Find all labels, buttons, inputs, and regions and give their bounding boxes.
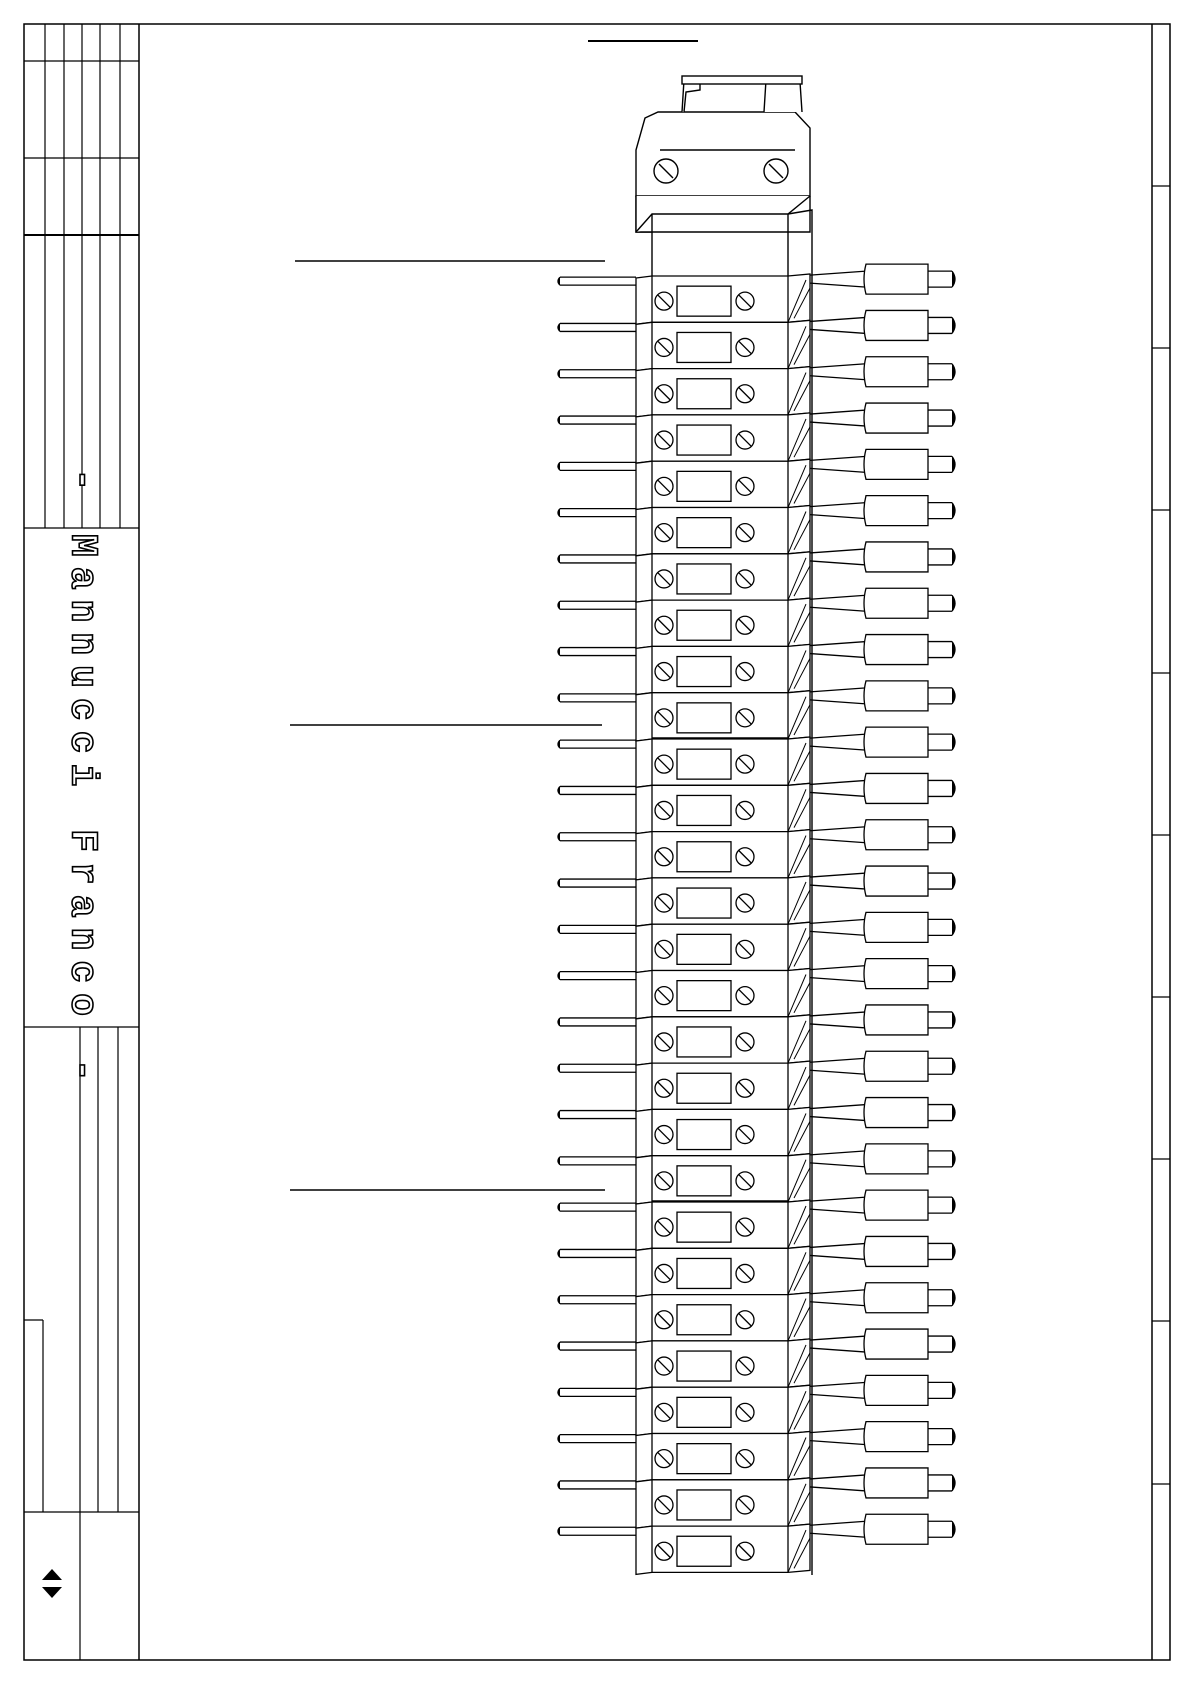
right-wire	[810, 271, 866, 287]
right-wire	[810, 1243, 866, 1259]
left-wire	[560, 555, 636, 563]
wire-ferrule	[864, 1051, 928, 1081]
left-wire	[560, 1249, 636, 1257]
right-wire	[810, 1475, 866, 1491]
right-wire	[810, 780, 866, 796]
right-wire	[810, 595, 866, 611]
right-wire	[810, 734, 866, 750]
left-wire	[560, 509, 636, 517]
wire-ferrule	[864, 357, 928, 387]
left-wire	[560, 1481, 636, 1489]
wire-ferrule	[864, 866, 928, 896]
terminal-label-window	[677, 1536, 731, 1566]
terminal-label-window	[677, 1212, 731, 1242]
left-wire	[560, 1111, 636, 1119]
wire-ferrule	[864, 681, 928, 711]
left-wire	[560, 740, 636, 748]
wire-ferrule	[864, 542, 928, 572]
terminal-rows	[558, 264, 955, 1574]
left-wire	[560, 1435, 636, 1443]
wire-ferrule	[864, 1098, 928, 1128]
wire-ferrule	[864, 1236, 928, 1266]
left-wire	[560, 1527, 636, 1535]
wire-ferrule	[864, 1144, 928, 1174]
right-wire	[810, 1151, 866, 1167]
terminal-label-window	[677, 657, 731, 687]
terminal-label-window	[677, 1073, 731, 1103]
right-wire	[810, 364, 866, 380]
wire-ferrule	[864, 1005, 928, 1035]
right-wire	[810, 688, 866, 704]
up-down-arrows-icon	[42, 1569, 62, 1598]
right-wire	[810, 317, 866, 333]
terminal-label-window	[677, 610, 731, 640]
terminal-label-window	[677, 749, 731, 779]
wire-ferrule	[864, 310, 928, 340]
terminal-label-window	[677, 379, 731, 409]
left-wire	[560, 370, 636, 378]
left-wire	[560, 694, 636, 702]
wire-ferrule	[864, 727, 928, 757]
right-wire	[810, 1336, 866, 1352]
wire-ferrule	[864, 1190, 928, 1220]
wire-ferrule	[864, 1422, 928, 1452]
terminal-label-window	[677, 842, 731, 872]
left-wire	[560, 1203, 636, 1211]
wire-ferrule	[864, 820, 928, 850]
terminal-label-window	[677, 1351, 731, 1381]
right-wire	[810, 919, 866, 935]
right-wire	[810, 1521, 866, 1537]
wire-ferrule	[864, 635, 928, 665]
right-wire	[810, 873, 866, 889]
right-wire	[810, 1197, 866, 1213]
terminal-label-window	[677, 934, 731, 964]
reference-leaders	[290, 261, 605, 1190]
wire-ferrule	[864, 959, 928, 989]
terminal-label-window	[677, 1166, 731, 1196]
terminal-label-window	[677, 332, 731, 362]
left-wire	[560, 925, 636, 933]
author-box	[26, 468, 138, 1092]
wire-ferrule	[864, 588, 928, 618]
terminal-label-window	[677, 518, 731, 548]
wire-ferrule	[864, 912, 928, 942]
left-wire	[560, 833, 636, 841]
left-wire	[560, 323, 636, 331]
terminal-label-window	[677, 1490, 731, 1520]
left-wire	[560, 1296, 636, 1304]
right-wire	[810, 827, 866, 843]
right-wire	[810, 1382, 866, 1398]
left-wire	[560, 972, 636, 980]
left-wire	[560, 1157, 636, 1165]
right-wire	[810, 966, 866, 982]
terminal-label-window	[677, 1258, 731, 1288]
left-wire	[560, 1018, 636, 1026]
left-wire	[560, 648, 636, 656]
terminal-label-window	[677, 1120, 731, 1150]
author-name: - Mannucci Franco -	[60, 468, 104, 1092]
terminal-label-window	[677, 1027, 731, 1057]
wire-ferrule	[864, 264, 928, 294]
wire-ferrule	[864, 1283, 928, 1313]
left-wire	[560, 416, 636, 424]
right-wire	[810, 456, 866, 472]
terminal-label-window	[677, 425, 731, 455]
right-wire	[810, 1429, 866, 1445]
right-wire	[810, 1012, 866, 1028]
terminal-label-window	[677, 1444, 731, 1474]
terminal-label-window	[677, 471, 731, 501]
terminal-label-window	[677, 286, 731, 316]
left-wire	[560, 462, 636, 470]
left-wire	[560, 1388, 636, 1396]
terminal-label-window	[677, 981, 731, 1011]
wire-ferrule	[864, 1514, 928, 1544]
wire-ferrule	[864, 449, 928, 479]
wire-ferrule	[864, 1329, 928, 1359]
left-wire	[560, 601, 636, 609]
wire-ferrule	[864, 1468, 928, 1498]
sheet-frame	[24, 24, 1170, 1660]
left-wire	[560, 1064, 636, 1072]
terminal-label-window	[677, 1305, 731, 1335]
terminal-label-window	[677, 564, 731, 594]
wire-ferrule	[864, 773, 928, 803]
left-wire	[560, 277, 636, 285]
terminal-label-window	[677, 703, 731, 733]
right-wire	[810, 410, 866, 426]
right-wire	[810, 1058, 866, 1074]
right-wire	[810, 1105, 866, 1121]
left-wire	[560, 786, 636, 794]
left-wire	[560, 879, 636, 887]
right-wire	[810, 642, 866, 658]
wire-ferrule	[864, 403, 928, 433]
terminal-label-window	[677, 795, 731, 825]
wire-ferrule	[864, 1375, 928, 1405]
right-wire	[810, 503, 866, 519]
terminal-label-window	[677, 1397, 731, 1427]
terminal-label-window	[677, 888, 731, 918]
right-margin-ticks	[1152, 186, 1170, 1484]
left-wire	[560, 1342, 636, 1350]
right-wire	[810, 1290, 866, 1306]
wire-ferrule	[864, 496, 928, 526]
right-wire	[810, 549, 866, 565]
